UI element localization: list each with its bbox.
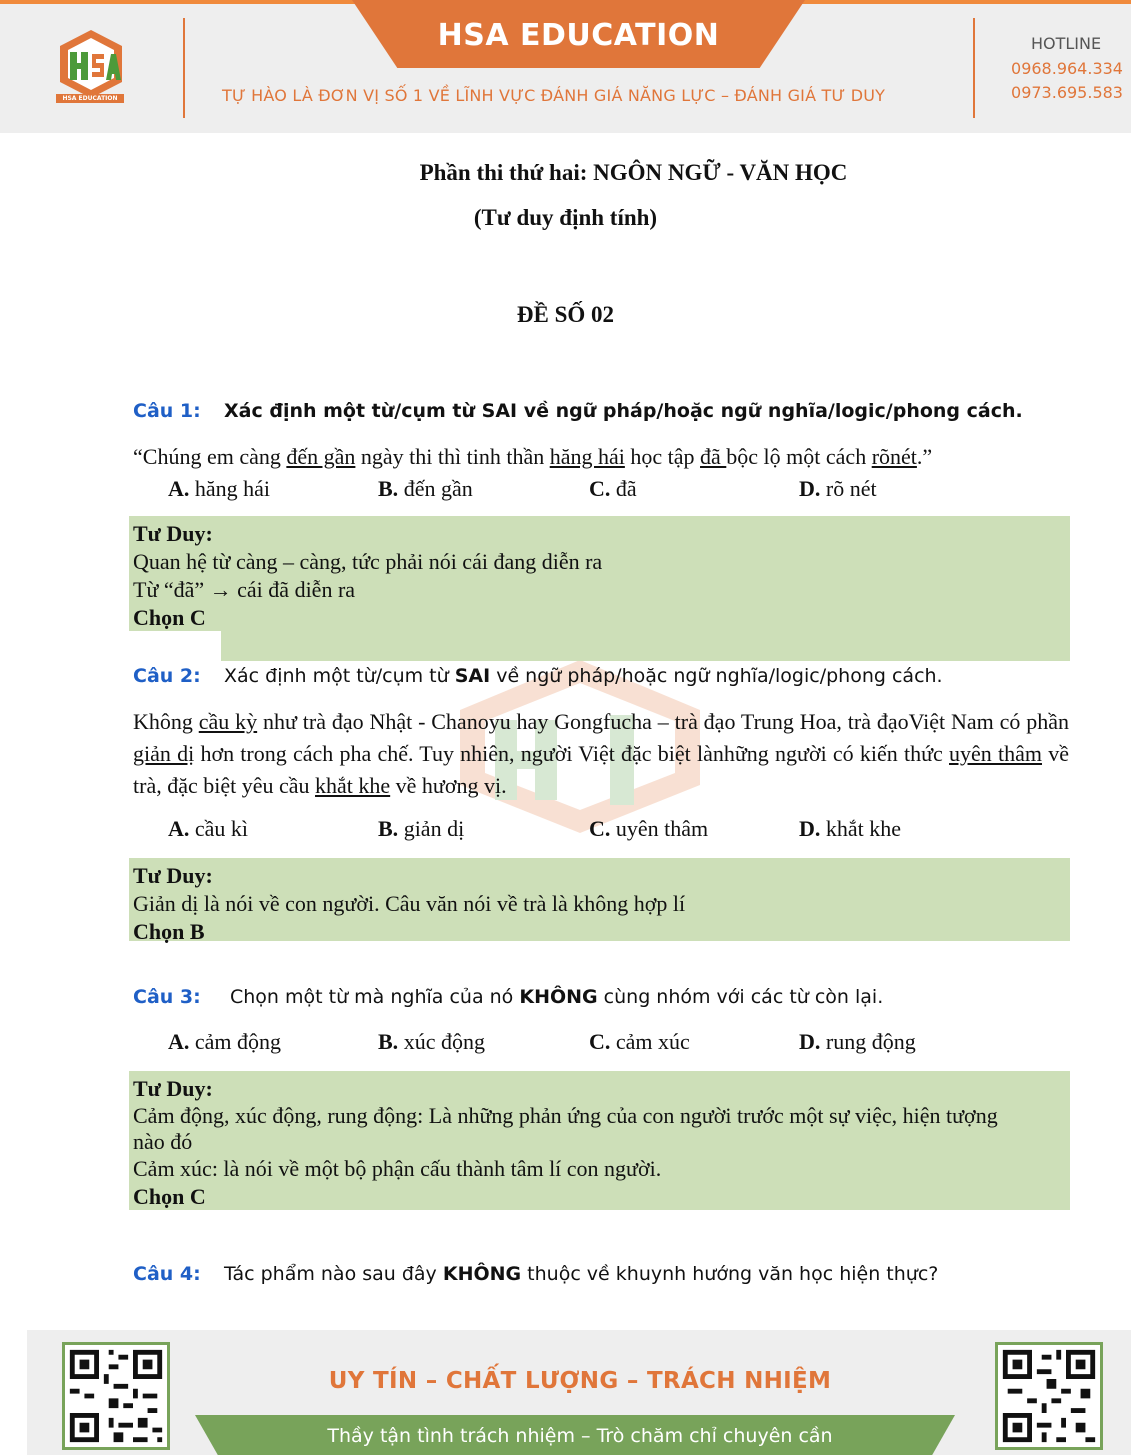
exam-number: ĐỀ SỐ 02 <box>516 302 615 327</box>
option-text: rung động <box>820 1029 916 1054</box>
hotline-number-2: 0973.695.583 <box>1011 83 1123 102</box>
option-key: B. <box>378 1029 399 1054</box>
q3-prompt-emphasis: KHÔNG <box>519 986 598 1008</box>
q1-underlined-2: hăng hái <box>549 444 625 469</box>
part-subtitle: (Tư duy định tính) <box>473 205 658 230</box>
option-key: B. <box>378 476 399 501</box>
q2-explanation-line: Giản dị là nói về con người. Câu văn nói về trà là không hợp lí <box>133 891 686 916</box>
q2-text-1: Không <box>133 709 199 734</box>
q2-option-c[interactable] <box>589 816 708 842</box>
q1-underlined-4: rõnét <box>871 444 917 469</box>
q1-option-c[interactable] <box>589 476 637 502</box>
option-key: B. <box>378 816 399 841</box>
q1-option-d[interactable] <box>799 476 877 502</box>
header-tagline: TỰ HÀO LÀ ĐƠN VỊ SỐ 1 VỀ LĨNH VỰC ĐÁNH GIÁ NĂNG LỰC – ĐÁNH GIÁ TƯ DUY <box>222 86 886 105</box>
q3-prompt-text-2: cùng nhóm với các từ còn lại. <box>597 986 884 1008</box>
option-text: uyên thâm <box>610 816 709 841</box>
header-divider-right <box>973 18 975 118</box>
q3-explanation-label: Tư Duy: <box>133 1076 213 1101</box>
q2-underlined-2: giản dị <box>133 741 195 766</box>
q2-option-d[interactable] <box>799 816 901 842</box>
qr-code-right-icon <box>995 1342 1103 1450</box>
q2-underlined-3: uyên thâm <box>949 741 1042 766</box>
q1-number: Câu 1: <box>133 400 201 422</box>
q3-explanation-line-2: Cảm xúc: là nói về một bộ phận cấu thành tâm lí con người. <box>133 1156 662 1181</box>
q4-prompt <box>224 1263 938 1285</box>
q1-text-1: “Chúng em càng <box>133 444 287 469</box>
option-text: cầu kì <box>189 816 249 841</box>
q1-option-a[interactable] <box>168 476 270 502</box>
footer-slogan: UY TÍN – CHẤT LƯỢNG – TRÁCH NHIỆM <box>328 1368 832 1394</box>
footer-motto: Thầy tận tình trách nhiệm – Trò chăm chỉ chuyên cần <box>327 1425 833 1447</box>
q2-number: Câu 2: <box>133 665 201 687</box>
option-key: D. <box>799 816 821 841</box>
q2-text-2: như trà đạo Nhật - Chanoyu hay Gongfucha – trà đạo Trung Hoa, trà đạoViệt Nam có phần <box>257 709 1069 734</box>
q3-number: Câu 3: <box>133 986 201 1008</box>
q3-option-d[interactable] <box>799 1029 916 1055</box>
q2-text-4: về trà, đặc biệt yêu cầu <box>133 741 1069 798</box>
q4-prompt-text-1: Tác phẩm nào sau đây <box>224 1263 443 1285</box>
option-text: hăng hái <box>189 476 271 501</box>
brand-title: HSA EDUCATION <box>437 18 720 53</box>
logo-caption: HSA EDUCATION <box>56 94 124 103</box>
q2-explanation-label: Tư Duy: <box>133 863 213 888</box>
q1-sentence <box>133 441 1069 473</box>
option-key: A. <box>168 476 190 501</box>
q4-number: Câu 4: <box>133 1263 201 1285</box>
q1-text-5: .” <box>916 444 933 469</box>
q2-text-3: hơn trong cách pha chế. Tuy nhiên, người Việt đặc biệt lànhững người có kiến thức <box>194 741 950 766</box>
option-key: D. <box>799 476 821 501</box>
option-key: D. <box>799 1029 821 1054</box>
q2-prompt-emphasis: SAI <box>454 665 491 687</box>
q1-prompt: Xác định một từ/cụm từ SAI về ngữ pháp/hoặc ngữ nghĩa/logic/phong cách. <box>224 400 1023 422</box>
option-text: rõ nét <box>820 476 877 501</box>
option-key: C. <box>589 1029 611 1054</box>
q1-explanation-line-2: Từ “đã” → cái đã diễn ra <box>133 577 356 602</box>
option-text: xúc động <box>398 1029 485 1054</box>
option-text: cảm xúc <box>610 1029 690 1054</box>
option-text: cảm động <box>189 1029 282 1054</box>
q2-prompt <box>224 665 943 687</box>
q1-text-4: bộc lộ một cách <box>726 444 872 469</box>
q1-box-notch <box>129 631 221 661</box>
q1-explanation-box <box>129 516 1070 661</box>
q3-option-b[interactable] <box>378 1029 485 1055</box>
option-text: đã <box>610 476 637 501</box>
q2-prompt-text-1: Xác định một từ/cụm từ <box>224 665 455 687</box>
q2-answer: Chọn B <box>133 919 205 944</box>
hotline-label: HOTLINE <box>1030 34 1102 53</box>
option-key: A. <box>168 1029 190 1054</box>
q3-option-a[interactable] <box>168 1029 281 1055</box>
q2-option-b[interactable] <box>378 816 464 842</box>
q2-text-5: về hương vị. <box>390 773 507 798</box>
q3-prompt <box>230 986 883 1008</box>
q2-option-a[interactable] <box>168 816 248 842</box>
q3-explanation-line-1: Cảm động, xúc động, rung động: Là những phản ứng của con người trước một sự việc, hiện tượng nào đó <box>133 1103 998 1154</box>
q2-underlined-1: cầu kỳ <box>198 709 258 734</box>
q1-underlined-3: đã <box>700 444 727 469</box>
q1-explanation-label: Tư Duy: <box>133 521 213 546</box>
q3-answer: Chọn C <box>133 1184 206 1209</box>
hotline-number-1: 0968.964.334 <box>1011 59 1123 78</box>
q3-explanation-box <box>129 1071 1070 1210</box>
part-title: Phần thi thứ hai: NGÔN NGỮ - VĂN HỌC <box>419 160 848 185</box>
option-text: khắt khe <box>820 816 902 841</box>
option-text: đến gần <box>398 476 473 501</box>
option-key: C. <box>589 816 611 841</box>
q1-text-3: học tập <box>624 444 701 469</box>
option-key: A. <box>168 816 190 841</box>
q4-prompt-text-2: thuộc về khuynh hướng văn học hiện thực? <box>521 1263 939 1285</box>
q2-explanation-box <box>129 858 1070 944</box>
q1-answer: Chọn C <box>133 605 206 630</box>
q1-explanation-line-1: Quan hệ từ càng – càng, tức phải nói cái đang diễn ra <box>133 549 603 574</box>
q2-underlined-4: khắt khe <box>315 773 391 798</box>
q4-prompt-emphasis: KHÔNG <box>442 1263 522 1285</box>
option-text: giản dị <box>398 816 465 841</box>
q1-text-2: ngày thi thì tinh thần <box>355 444 550 469</box>
qr-code-left-icon <box>62 1342 170 1450</box>
q2-prompt-text-2: về ngữ pháp/hoặc ngữ nghĩa/logic/phong cách. <box>490 665 943 687</box>
q2-paragraph <box>133 706 1069 802</box>
q1-option-b[interactable] <box>378 476 473 502</box>
q3-option-c[interactable] <box>589 1029 690 1055</box>
header-divider-left <box>183 18 185 118</box>
option-key: C. <box>589 476 611 501</box>
q3-prompt-text-1: Chọn một từ mà nghĩa của nó <box>230 986 520 1008</box>
q1-underlined-1: đến gần <box>286 444 356 469</box>
